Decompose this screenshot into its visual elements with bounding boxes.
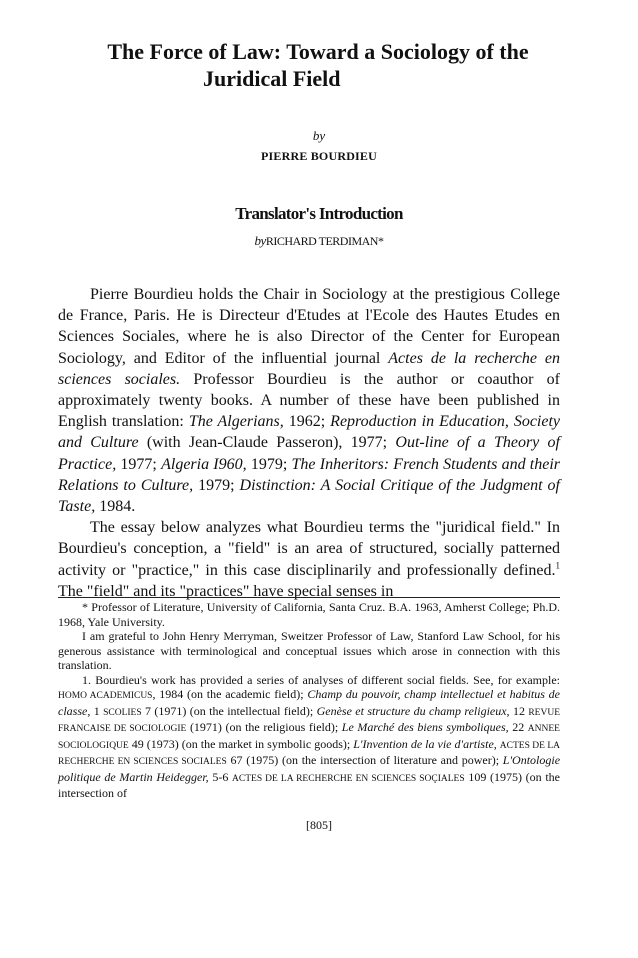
- fn1-text: 1: [90, 703, 104, 718]
- p1-text-b: Professor Bourdieu is the author or coauthor of approximately twenty books. A number of these have been published in English translation:: [58, 370, 560, 431]
- fn1-text: 22: [508, 720, 528, 734]
- fn1-smallcaps: REVUE FRANCAISE DE SOCIOLOGIE: [58, 707, 560, 734]
- fn1-italic: Genèse et structure du champ religieux,: [316, 703, 510, 718]
- byline: by: [312, 128, 326, 143]
- title-line-1: The Force of Law: Toward a Sociology of the: [107, 39, 529, 64]
- fn1-italic: Le Marché des biens symboliques,: [341, 720, 509, 734]
- footnote-divider: [58, 597, 560, 598]
- fn1-text: 67 (1975) (on the intersection of literature and power);: [226, 753, 503, 767]
- work-title: Reproduction in Education, Society and Culture: [58, 413, 561, 452]
- translator-byline: [0, 233, 638, 249]
- p2-text-a: The essay below analyzes what Bourdieu terms the "juridical field." In Bourdieu's conception, a "field" is an area of structured, socially patterned activity or "practice," in this case disciplinarily and professionally defined.: [58, 519, 560, 579]
- journal-title: Actes de la recherche en sciences sociales.: [58, 349, 560, 388]
- fn1-italic: L'Invention de la vie d'artiste,: [353, 736, 497, 751]
- work-title: Distinction: A Social Critique of the Judgment of Taste,: [58, 476, 560, 516]
- fn1-smallcaps: ACTES DE LA RECHERCHE EN SCIENCES SOCIALES: [58, 740, 561, 767]
- fn1-text: 12: [509, 703, 529, 718]
- translator-name: RICHARD TERDIMAN: [265, 234, 378, 248]
- footnote-thanks: I am grateful to John Henry Merryman, Sweitzer Professor of Law, Stanford Law School, for his generous assistance with terminological and conceptual issues which arose in connection with this translation.: [58, 629, 560, 672]
- fn1-text: , 1984 (on the academic field);: [152, 687, 308, 701]
- fn1-smallcaps: HOMO ACADEMICUS: [58, 691, 153, 701]
- work-title: The Algerians,: [188, 413, 284, 431]
- translator-footnote-mark: *: [377, 234, 384, 248]
- author-name: PIERRE BOURDIEU: [260, 149, 377, 163]
- fn1-smallcaps: SCOLIES: [103, 707, 142, 718]
- fn1-smallcaps: ACTES DE LA RECHERCHE EN SCIENCES SOÇIALES: [232, 773, 465, 784]
- fn1-text: 5-6: [208, 769, 233, 784]
- p1-text-a: Pierre Bourdieu holds the Chair in Sociology at the prestigious College de France, Paris. He is Directeur d'Etudes at l'Ecole des Hautes Etudes en Sciences Sociales, where he is also Director of the Center for European Sociology, and Editor of the influential journal: [58, 286, 560, 367]
- p1-text-d: (with Jean-Claude Passeron), 1977;: [138, 434, 396, 452]
- fn1-text: 49 (1973) (on the market in symbolic goods);: [128, 736, 354, 751]
- fn1-text: 109 (1975) (on the intersection of: [58, 769, 560, 800]
- footnote-1: [58, 673, 560, 801]
- paragraph-2: [58, 517, 560, 602]
- footnote-star: * Professor of Literature, University of California, Santa Cruz. B.A. 1963, Amherst College; Ph.D. 1968, Yale University.: [58, 600, 560, 629]
- p2-text-b: The "field" and its "practices" have special senses in: [58, 582, 394, 600]
- p1-text-f: 1979;: [246, 455, 292, 473]
- footnotes: [58, 600, 560, 801]
- title-line-2: Juridical Field: [203, 66, 341, 91]
- section-heading: Translator's Introduction: [235, 204, 403, 223]
- work-title: Out-line of a Theory of Practice,: [58, 434, 560, 473]
- fn1-italic: Champ du pouvoir, champ intellectuel et habitus de classe,: [58, 687, 560, 718]
- p1-text-c: 1962;: [283, 413, 331, 431]
- work-title: The Inheritors: French Students and their Relations to Culture,: [58, 455, 560, 494]
- fn1-text: (1971) (on the religious field);: [186, 720, 342, 734]
- fn1-italic: L'Ontologie politique de Martin Heidegger,: [58, 753, 561, 784]
- footnote-reference: 1: [555, 560, 560, 571]
- translator-by: by: [254, 233, 266, 248]
- body-text: [58, 284, 560, 602]
- work-title: Algeria I960,: [161, 455, 247, 473]
- p1-text-g: 1979;: [193, 476, 240, 494]
- article-title: [48, 38, 588, 92]
- fn1-smallcaps: ANNEE SOCIOLOGIQUE: [58, 724, 560, 751]
- fn1-text: 7 (1971) (on the intellectual field);: [141, 703, 317, 718]
- paragraph-1: [58, 284, 560, 517]
- p1-text-h: 1984.: [95, 498, 136, 516]
- fn1-text: 1. Bourdieu's work has provided a series of analyses of different social fields. See, for example:: [82, 672, 560, 687]
- p1-text-e: 1977;: [116, 455, 162, 473]
- page-number: [805]: [306, 818, 332, 832]
